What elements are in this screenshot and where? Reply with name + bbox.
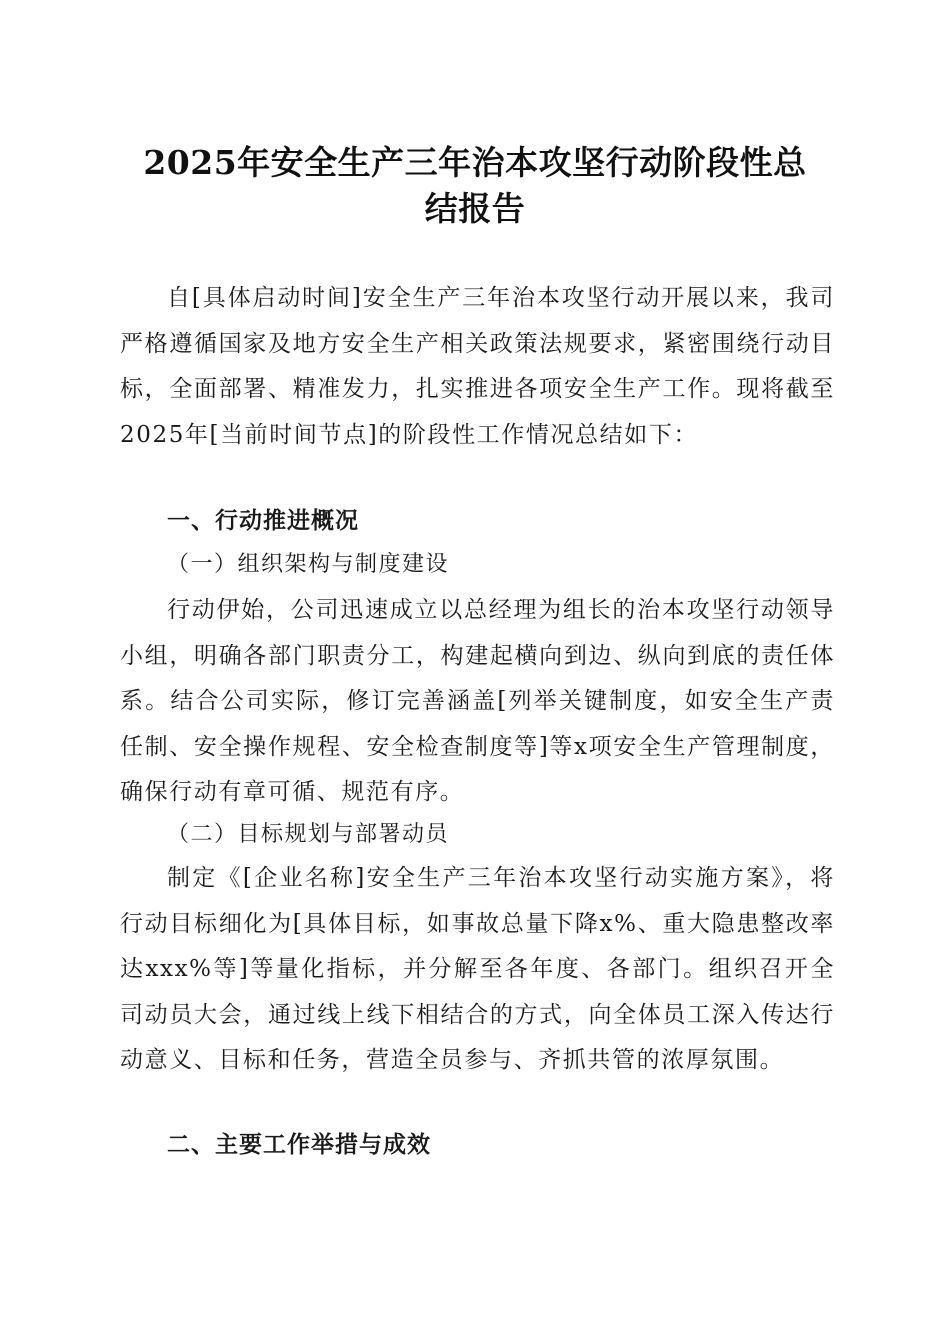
subsection-heading-1-2: （二）目标规划与部署动员 bbox=[167, 822, 450, 847]
subsection-heading-1-1: （一）组织架构与制度建设 bbox=[167, 552, 450, 577]
document-title-line-1: 2025年安全生产三年治本攻坚行动阶段性总 bbox=[143, 143, 807, 182]
section-heading-2: 二、主要工作举措与成效 bbox=[167, 1132, 431, 1158]
subsection-paragraph-1-2: 制定《[企业名称]安全生产三年治本攻坚行动实施方案》，将行动目标细化为[具体目标，如事故总量下降x%、重大隐患整改率达xxx%等]等量化指标，并分解至各年度、各部门。组织召开全司动员大会，通过线上线下相结合的方式，向全体员工深入传达行动意义、目标和任务，营造全员参与、齐抓共管的浓厚氛围。 bbox=[120, 865, 835, 1073]
document-title-line-2: 结报告 bbox=[424, 189, 526, 228]
section-heading-1: 一、行动推进概况 bbox=[167, 508, 359, 534]
subsection-paragraph-1-1: 行动伊始，公司迅速成立以总经理为组长的治本攻坚行动领导小组，明确各部门职责分工，构建起横向到边、纵向到底的责任体系。结合公司实际，修订完善涵盖[列举关键制度，如安全生产责任制、安全操作规程、安全检查制度等]等x项安全生产管理制度，确保行动有章可循、规范有序。 bbox=[120, 597, 835, 805]
intro-paragraph: 自[具体启动时间]安全生产三年治本攻坚行动开展以来，我司严格遵循国家及地方安全生产相关政策法规要求，紧密围绕行动目标，全面部署、精准发力，扎实推进各项安全生产工作。现将截至2025年[当前时间节点]的阶段性工作情况总结如下： bbox=[120, 285, 835, 448]
